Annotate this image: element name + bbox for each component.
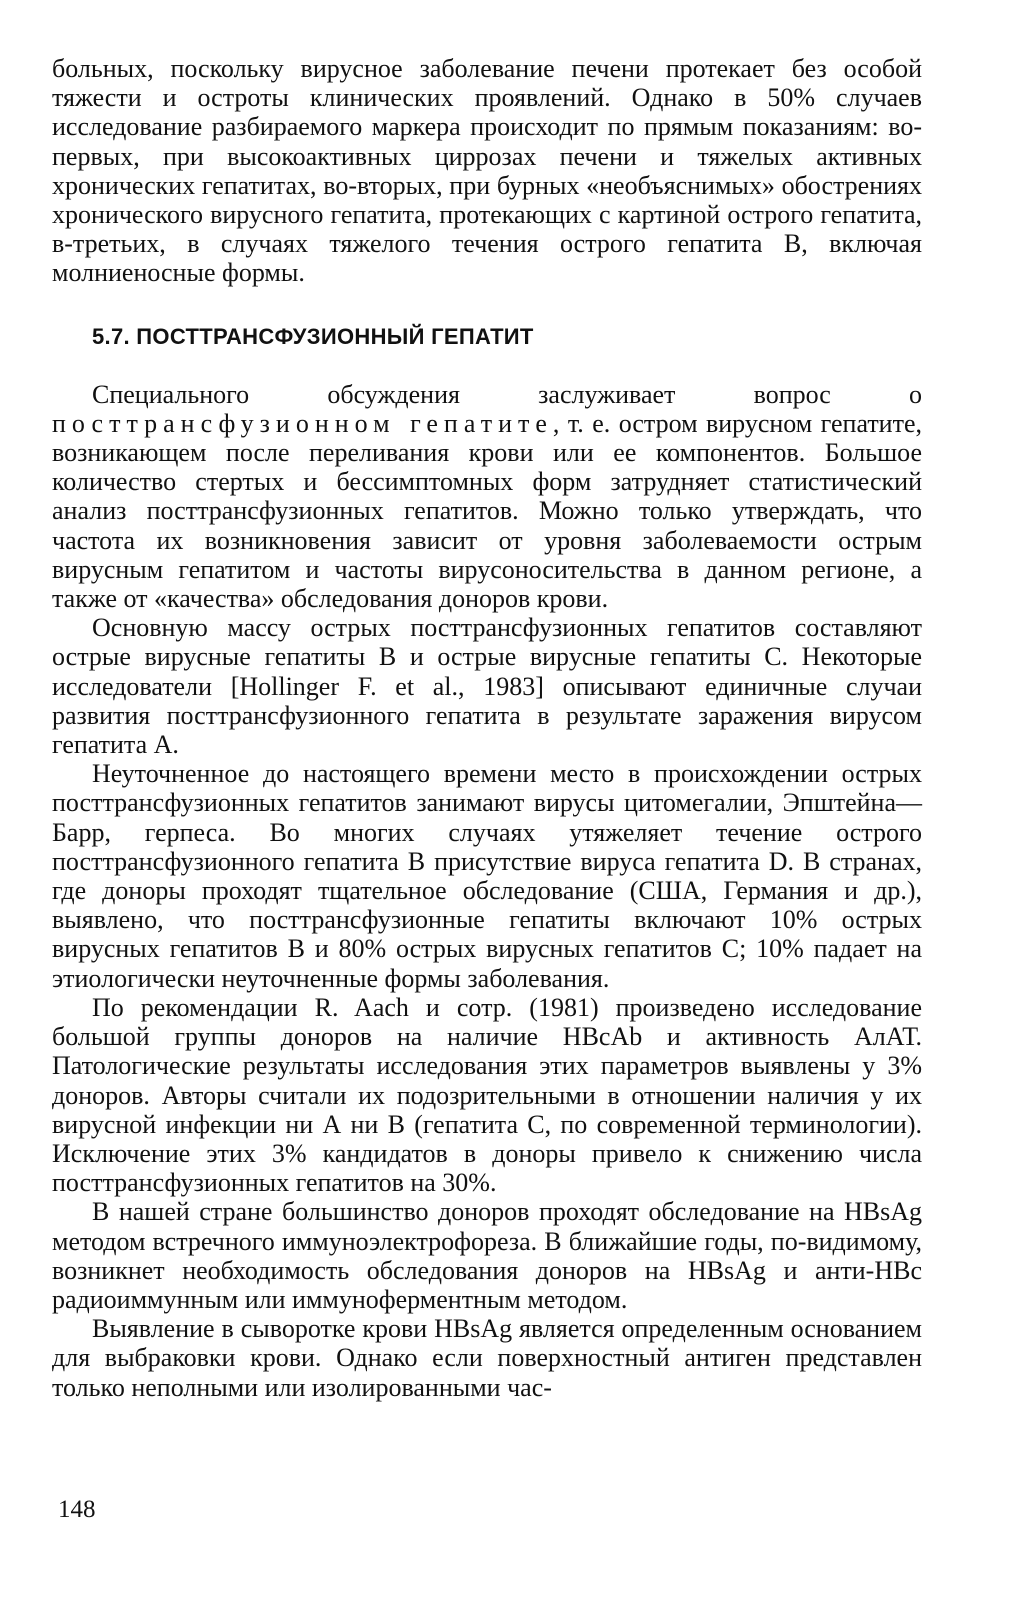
paragraph-1: больных, поскольку вирусное заболевание печени протекает без особой тяжести и остроты клинических проявлений. Однако в 50% случаев исследование разбираемого маркера происходит по прямым показаниям: во-первых, при высокоактивных циррозах печени и тяжелых активных хронических гепатитах, во-вторых, при бурных «необъяснимых» обострениях хронического вирусного гепатита, протекающих с картиной острого гепатита, в-третьих, в случаях тяжелого течения острого гепатита В, включая молниеносные формы. (52, 54, 922, 288)
paragraph-5: По рекомендации R. Aach и сотр. (1981) произведено исследование большой группы доноров на наличие HBcAb и активность АлАТ. Патологические результаты исследования этих параметров выявлены у 3% доноров. Авторы считали их подозрительными в отношении наличия у их вирусной инфекции ни А ни В (гепатита С, по современной терминологии). Исключение этих 3% кандидатов в доноры привело к снижению числа посттрансфузионных гепатитов на 30%. (52, 992, 922, 1198)
emphasized-term: посттрансфузионном гепатите (52, 408, 553, 438)
paragraph-2 (52, 380, 922, 614)
paragraph-7: Выявление в сыворотке крови HBsAg является определенным основанием для выбраковки крови. Однако если поверхностный антиген представлен только неполными или изолированными час- (52, 1314, 922, 1402)
paragraph-3: Основную массу острых посттрансфузионных гепатитов составляют острые вирусные гепатиты В и острые вирусные гепатиты С. Некоторые исследователи [Hollinger F. et al., 1983] описывают единичные случаи развития посттрансфузионного гепатита в результате заражения вирусом гепатита А. (52, 613, 922, 760)
page-number: 148 (58, 1496, 96, 1523)
paragraph-2-start: Специального обсуждения заслуживает вопрос о (92, 379, 922, 409)
section-heading: 5.7. ПОСТТРАНСФУЗИОННЫЙ ГЕПАТИТ (92, 323, 534, 349)
paragraph-2-rest: , т. е. остром вирусном гепатите, возникающем после переливания крови или ее компонентов. Большое количество стертых и бессимптомных форм затрудняет статистический анализ посттрансфузионных гепатитов. Можно только утверждать, что частота их возникновения зависит от уровня заболеваемости острым вирусным гепатитом и частоты вирусоносительства в данном регионе, а также от «качества» обследования доноров крови. (52, 408, 922, 614)
paragraph-4: Неуточненное до настоящего времени место в происхождении острых посттрансфузионных гепатитов занимают вирусы цитомегалии, Эпштейна—Барр, герпеса. Во многих случаях утяжеляет течение острого посттрансфузионного гепатита В присутствие вируса гепатита D. В странах, где доноры проходят тщательное обследование (США, Германия и др.), выявлено, что посттрансфузионные гепатиты включают 10% острых вирусных гепатитов В и 80% острых вирусных гепатитов С; 10% падает на этиологически неуточненные формы заболевания. (52, 759, 922, 993)
paragraph-6: В нашей стране большинство доноров проходят обследование на HBsAg методом встречного иммуноэлектрофореза. В ближайшие годы, по-видимому, возникнет необходимость обследования доноров на HBsAg и анти-HBc радиоиммунным или иммуноферментным методом. (52, 1197, 922, 1314)
